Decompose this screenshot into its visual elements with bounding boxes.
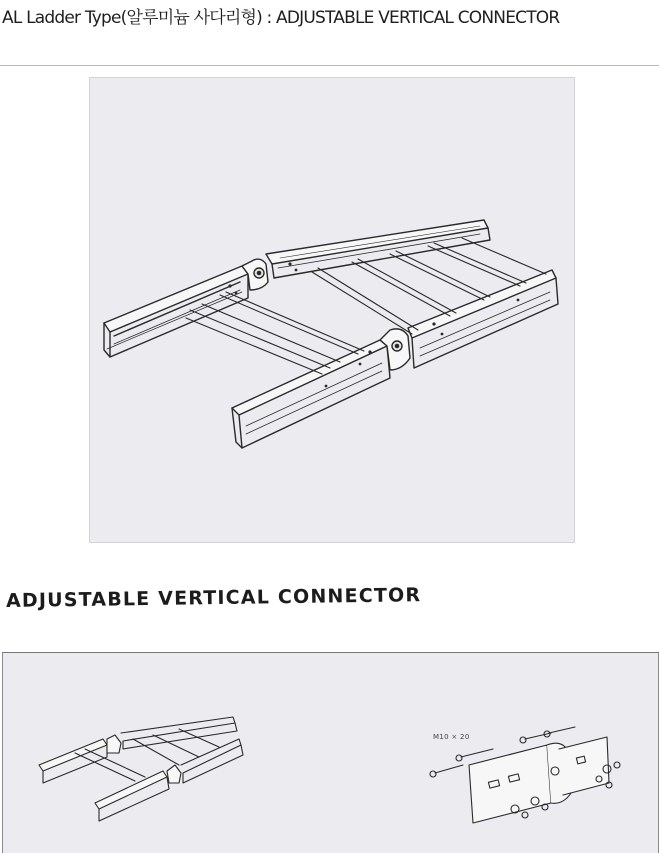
right-front-rail <box>408 270 558 368</box>
detail-drawing <box>3 653 658 853</box>
title-divider <box>0 65 659 66</box>
front-hinge-joint <box>380 329 410 370</box>
left-front-rail <box>232 340 390 448</box>
ladder-tray-drawing <box>90 78 574 542</box>
detail-illustration <box>2 652 659 853</box>
left-back-rail <box>104 266 248 357</box>
small-ladder-assembly <box>39 717 243 821</box>
page-title: AL Ladder Type(알루미늄 사다리형) : ADJUSTABLE VERTICAL CONNECTOR <box>2 8 560 28</box>
main-illustration <box>89 77 575 543</box>
section-heading: ADJUSTABLE VERTICAL CONNECTOR <box>5 584 422 612</box>
connector-exploded-view <box>430 727 620 823</box>
bolt-size-label: M10 × 20 <box>433 733 470 741</box>
bolt-dots <box>228 262 519 387</box>
right-back-rail <box>266 220 490 278</box>
